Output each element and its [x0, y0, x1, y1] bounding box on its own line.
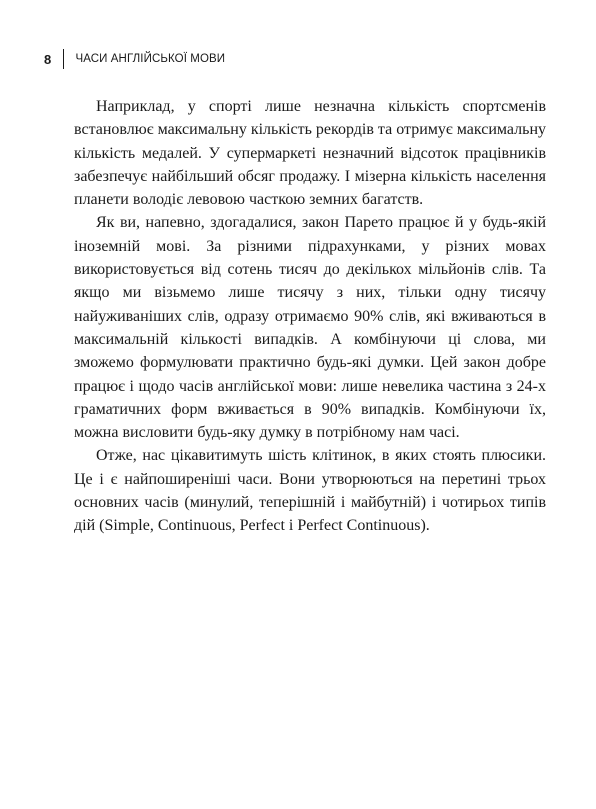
paragraph-2: Як ви, напевно, здогадалися, закон Парето працює й у будь-якій іноземній мові. За різними підрахунками, у різних мовах використовується від сотень тисяч до декількох мільйонів слів. Та якщо ми візьмемо лише тисячу з них, тільки одну тисячу найуживаніших слів, одразу отримаємо 90% слів, які вживаються в максимальній кількості випадків. А комбінуючи ці слова, ми зможемо формулювати практично будь-які думки. Цей закон добре працює і щодо часів англійської мови: лише невелика частина з 24-х граматичних форм вживається в 90% випадків. Комбінуючи їх, можна висловити будь-яку думку в потрібному нам часі. — [74, 214, 546, 442]
body-text — [74, 95, 546, 538]
paragraph-3: Отже, нас цікавитимуть шість клітинок, в яких стоять плюсики. Це і є найпоширеніші часи. Вони утворюються на перетині трьох основних часів (минулий, теперішній і майбутній) і чотирьох типів дій (Simple, Continuous, Perfect і Perfect Continuous). — [74, 447, 546, 535]
running-title: ЧАСИ АНГЛІЙСЬКОЇ МОВИ — [75, 53, 226, 65]
page-number: 8 — [44, 51, 52, 67]
page-header — [44, 48, 225, 70]
paragraph-1: Наприклад, у спорті лише незначна кількість спортсменів встановлює максимальну кількість рекордів та отримує максимальну кількість медалей. У супермаркеті незначний відсоток працівників забезпечує найбільший обсяг продажу. І мізерна кількість населення планети володіє левовою часткою земних багатств. — [74, 98, 546, 209]
header-divider — [63, 49, 64, 69]
